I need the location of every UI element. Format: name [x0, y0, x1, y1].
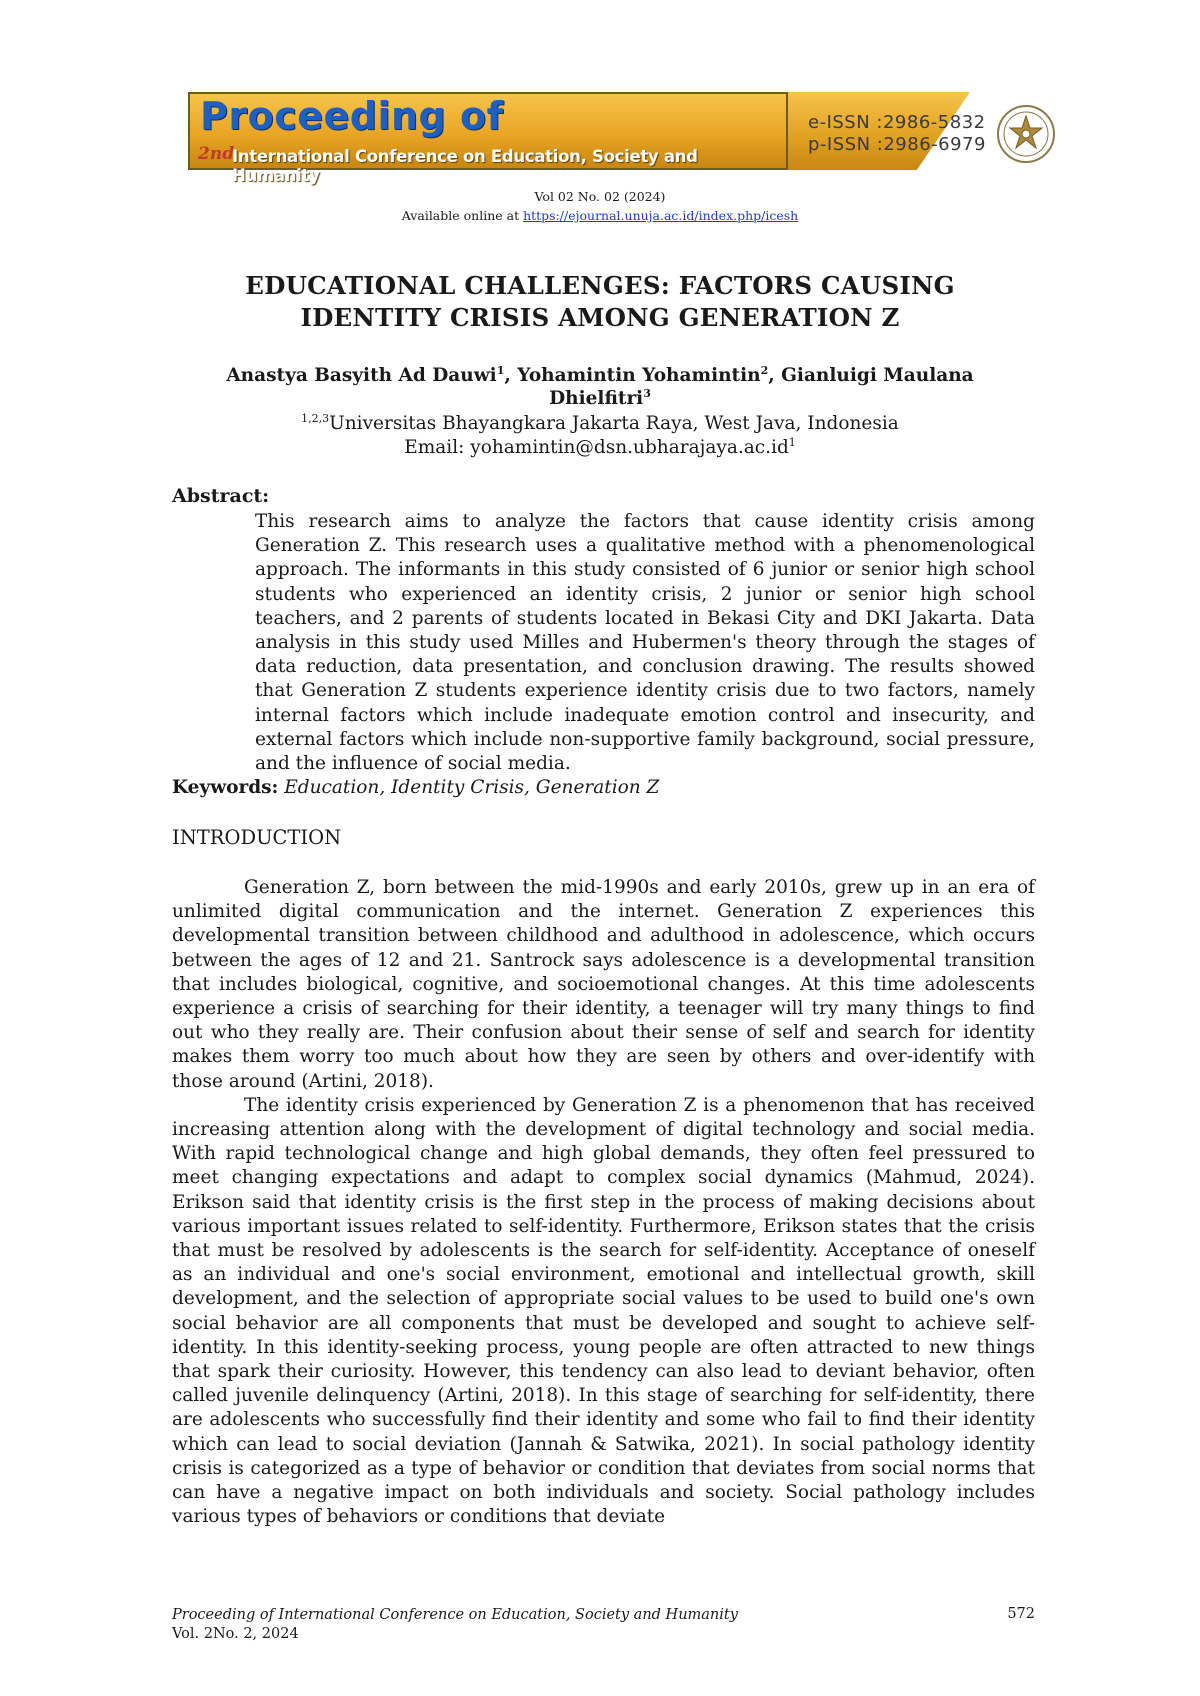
- page-footer: [172, 1606, 738, 1644]
- abstract-heading: Abstract:: [172, 485, 270, 507]
- author-2: , Yohamintin Yohamintin: [504, 365, 761, 386]
- eissn: e-ISSN :2986-5832: [808, 112, 986, 133]
- banner-band: [188, 92, 788, 185]
- author-list: [0, 364, 1200, 410]
- abstract-text: This research aims to analyze the factors that cause identity crisis among Generation Z. This research uses a qualitative method with a phenomenological approach. The informants in this study consisted of 6 junior or senior high school students who experienced an identity crisis, 2 junior or senior high school teachers, and 2 parents of students located in Bekasi City and DKI Jakarta. Data analysis in this study used Milles and Hubermen's theory through the stages of data reduction, data presentation, and conclusion drawing. The results showed that Generation Z students experience identity crisis due to two factors, namely internal factors which include inadequate emotion control and insecurity, and external factors which include non-supportive family background, social pressure, and the influence of social media.: [255, 511, 1035, 775]
- author-1-sup: 1: [496, 363, 505, 377]
- email-text: Email: yohamintin@dsn.ubharajaya.ac.id: [404, 437, 789, 458]
- affiliation-sup: 1,2,3: [301, 411, 330, 425]
- issn-block: [808, 112, 986, 156]
- introduction-heading: INTRODUCTION: [172, 826, 342, 849]
- introduction-paragraph-2: The identity crisis experienced by Generation Z is a phenomenon that has received increasing attention along with the development of digital technology and social media. With rapid technological change and high global demands, they often feel pressured to meet changing expectations and adapt to complex social dynamics (Mahmud, 2024). Erikson said that identity crisis is the first step in the process of making decisions about various important issues related to self-identity. Furthermore, Erikson states that the crisis that must be resolved by adolescents is the search for self-identity. Acceptance of oneself as an individual and one's social environment, emotional and intellectual growth, skill development, and the selection of appropriate social values to be used to build one's own social behavior are all components that must be developed and sought to achieve self-identity. In this identity-seeking process, young people are often attracted to new things that spark their curiosity. However, this tendency can also lead to deviant behavior, often called juvenile delinquency (Artini, 2018). In this stage of searching for self-identity, there are adolescents who successfully find their identity and some who fail to find their identity which can lead to social deviation (Jannah & Satwika, 2021). In social pathology identity crisis is categorized as a type of behavior or condition that deviates from social norms that can have a negative impact on both individuals and society. Social pathology includes various types of behaviors or conditions that deviate: [172, 1094, 1035, 1528]
- banner-title: Proceeding of: [200, 94, 504, 138]
- keywords: [172, 777, 659, 798]
- banner-ordinal: 2nd: [198, 144, 235, 164]
- university-seal-icon: [996, 104, 1056, 164]
- volume-line: Vol 02 No. 02 (2024): [534, 189, 666, 204]
- journal-link[interactable]: https://ejournal.unuja.ac.id/index.php/icesh: [523, 208, 799, 223]
- journal-banner: [188, 88, 1058, 185]
- author-3-sup: 3: [643, 386, 651, 400]
- introduction-body: [172, 876, 1035, 1529]
- author-email: [0, 436, 1200, 459]
- keywords-label: Keywords:: [172, 777, 279, 798]
- banner-subtitle: International Conference on Education, Society and Humanity: [232, 147, 698, 185]
- author-3-line2: Dhielfitri: [549, 388, 644, 409]
- author-1: Anastya Basyith Ad Dauwi: [226, 365, 497, 386]
- pissn: p-ISSN :2986-6979: [808, 134, 986, 155]
- available-online-line: [0, 208, 1200, 223]
- title-line-1: EDUCATIONAL CHALLENGES: FACTORS CAUSING: [245, 271, 955, 300]
- affiliation: [0, 412, 1200, 435]
- footer-journal-name: Proceeding of International Conference on Education, Society and Humanity: [172, 1607, 738, 1623]
- title-line-2: IDENTITY CRISIS AMONG GENERATION Z: [300, 303, 900, 332]
- introduction-paragraph-1: Generation Z, born between the mid-1990s and early 2010s, grew up in an era of unlimited digital communication and the internet. Generation Z experiences this developmental transition between childhood and adulthood in adolescence, which occurs between the ages of 12 and 21. Santrock says adolescence is a developmental transition that includes biological, cognitive, and socioemotional changes. At this time adolescents experience a crisis of searching for their identity, a teenager will try many things to find out who they really are. Their confusion about their sense of self and search for identity makes them worry too much about how they are seen by others and over-identify with those around (Artini, 2018).: [172, 877, 1035, 1092]
- author-3: , Gianluigi Maulana: [768, 365, 974, 386]
- affiliation-text: Universitas Bhayangkara Jakarta Raya, West Java, Indonesia: [329, 413, 899, 434]
- available-prefix: Available online at: [401, 208, 524, 223]
- email-sup: 1: [788, 435, 796, 449]
- author-2-sup: 2: [760, 363, 769, 377]
- paper-title: [0, 270, 1200, 334]
- keywords-values: Education, Identity Crisis, Generation Z: [284, 777, 660, 798]
- page-number: 572: [1007, 1606, 1035, 1622]
- footer-volume: Vol. 2No. 2, 2024: [172, 1626, 299, 1642]
